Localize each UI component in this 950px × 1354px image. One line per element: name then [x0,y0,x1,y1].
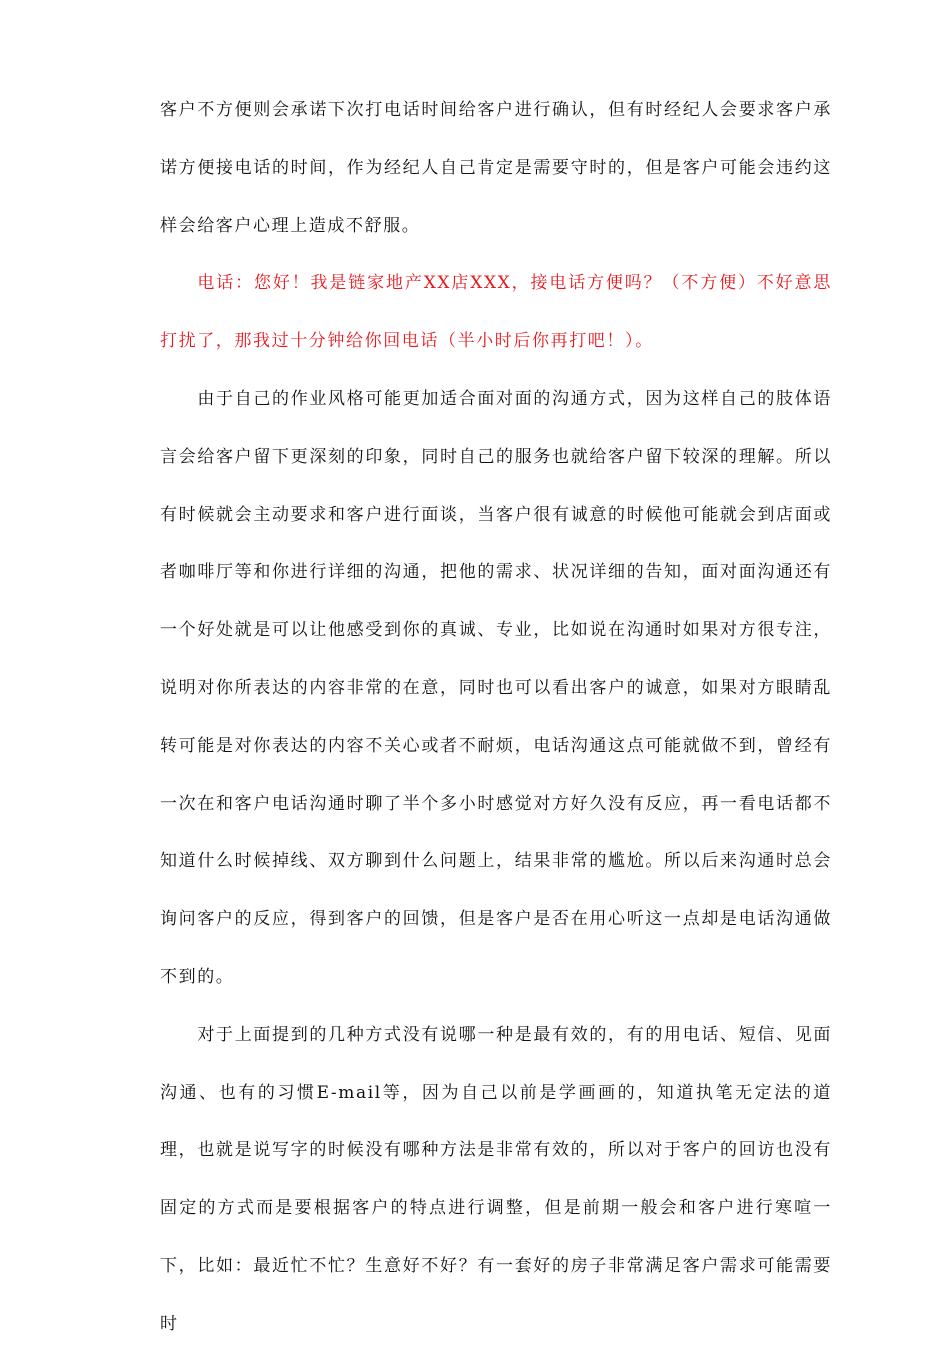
paragraph-phone-script: 电话：您好！我是链家地产XX店XXX，接电话方便吗？（不方便）不好意思打扰了，那我过十分钟给你回电话（半小时后你再打吧！）。 [160,273,832,352]
document-body [160,82,832,1354]
paragraph-methods: 对于上面提到的几种方式没有说哪一种是最有效的，有的用电话、短信、见面沟通、也有的习惯E-mail等，因为自己以前是学画画的，知道执笔无定法的道理，也就是说写字的时候没有哪种方法是非常有效的，所以对于客户的回访也没有固定的方式而是要根据客户的特点进行调整，但是前期一般会和客户进行寒喧一下，比如：最近忙不忙？生意好不好？有一套好的房子非常满足客户需求可能需要时 [160,1024,832,1334]
paragraph-face-to-face: 由于自己的作业风格可能更加适合面对面的沟通方式，因为这样自己的肢体语言会给客户留下更深刻的印象，同时自己的服务也就给客户留下较深的理解。所以有时候就会主动要求和客户进行面谈，当客户很有诚意的时候他可能就会到店面或者咖啡厅等和你进行详细的沟通，把他的需求、状况详细的告知，面对面沟通还有一个好处就是可以让他感受到你的真诚、专业，比如说在沟通时如果对方很专注，说明对你所表达的内容非常的在意，同时也可以看出客户的诚意，如果对方眼睛乱转可能是对你表达的内容不关心或者不耐烦，电话沟通这点可能就做不到，曾经有一次在和客户电话沟通时聊了半个多小时感觉对方好久没有反应，再一看电话都不知道什么时候掉线、双方聊到什么问题上，结果非常的尴尬。所以后来沟通时总会询问客户的反应，得到客户的回馈，但是客户是否在用心听这一点却是电话沟通做不到的。 [160,388,832,987]
paragraph-continuation: 客户不方便则会承诺下次打电话时间给客户进行确认，但有时经纪人会要求客户承诺方便接电话的时间，作为经纪人自己肯定是需要守时的，但是客户可能会违约这样会给客户心理上造成不舒服。 [160,100,832,236]
